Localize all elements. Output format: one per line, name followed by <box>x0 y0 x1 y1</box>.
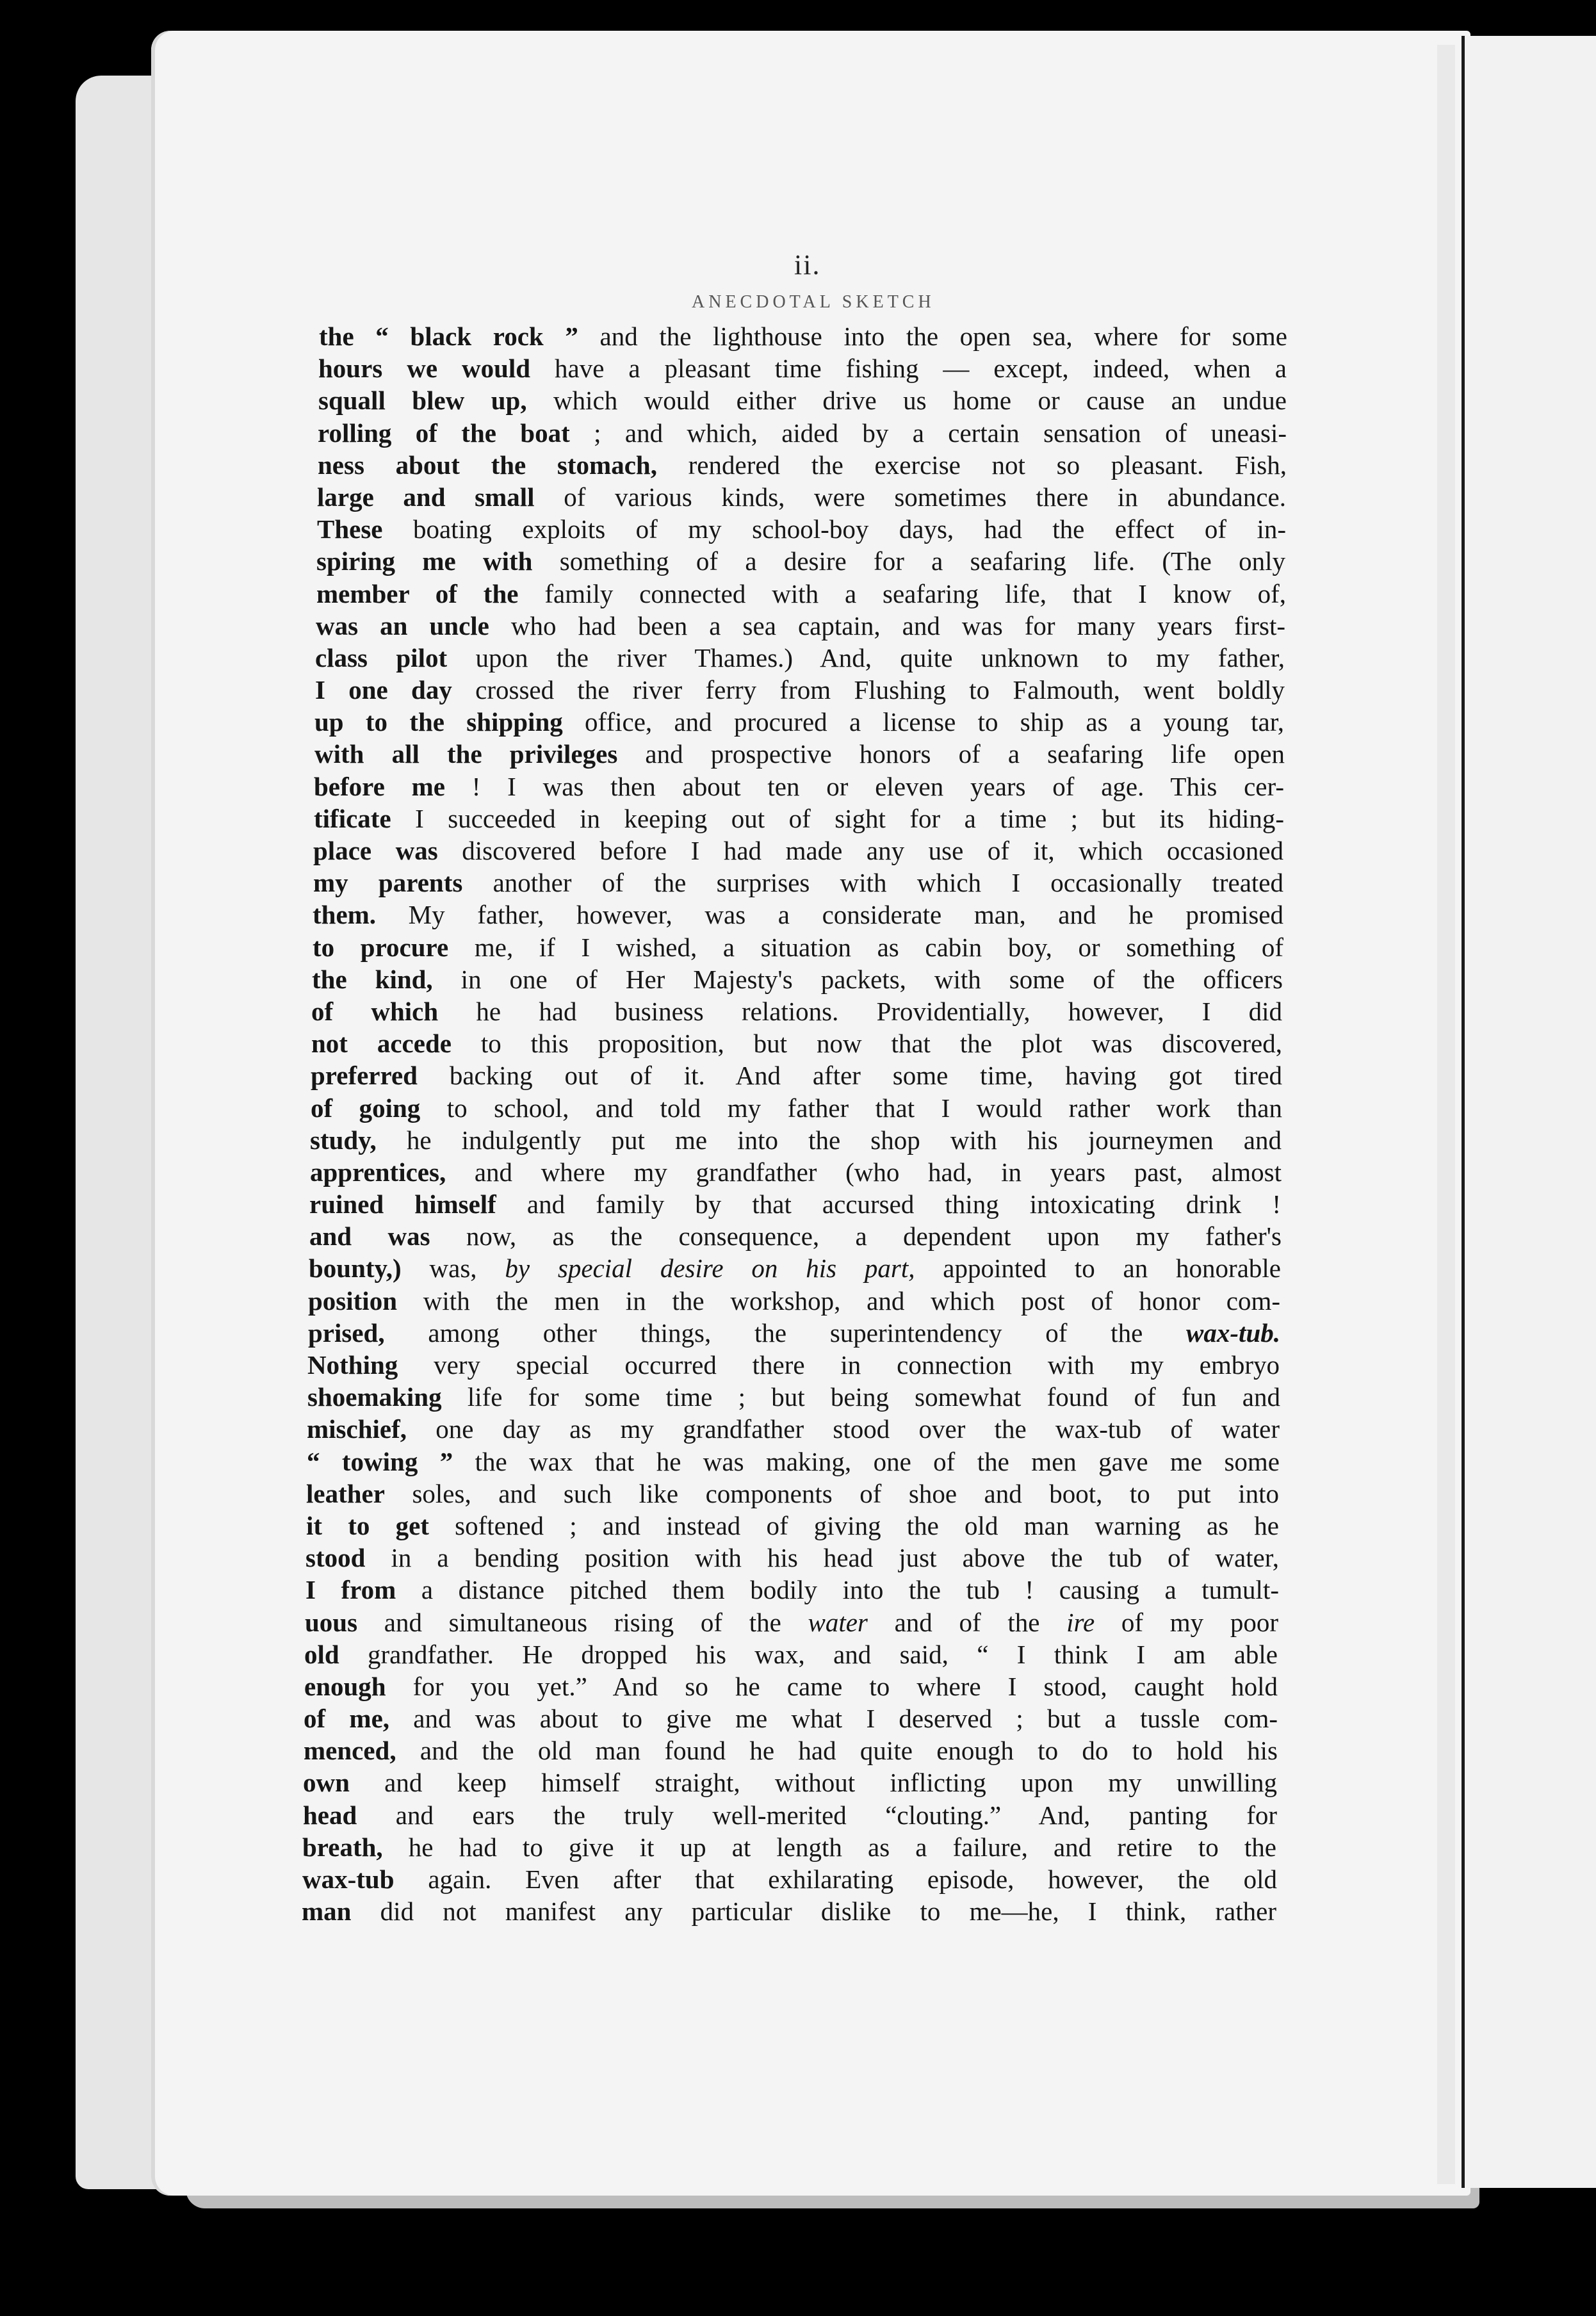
text-run: my parents <box>313 868 463 898</box>
text-line <box>316 578 1286 610</box>
text-run: old <box>304 1639 339 1669</box>
text-line <box>317 481 1286 513</box>
text-run: and was <box>309 1221 430 1252</box>
text-run: Nothing <box>307 1350 398 1380</box>
text-run: to school, and told my father that I would rather work than <box>420 1093 1282 1123</box>
text-run: one day as my grandfather stood over the wax-tub of water <box>407 1414 1280 1444</box>
text-line <box>318 417 1287 449</box>
page-number: ii. <box>794 249 821 281</box>
text-line <box>314 706 1284 738</box>
text-run: These <box>317 514 383 544</box>
text-run: he indulgently put me into the shop with his journeymen and <box>376 1125 1282 1155</box>
text-run: man <box>302 1896 352 1927</box>
text-line <box>302 1895 1276 1927</box>
text-run: and simultaneous rising of the <box>357 1607 808 1637</box>
text-run: of going <box>311 1093 421 1123</box>
text-run: have a pleasant time fishing — except, indeed, when a <box>530 354 1287 384</box>
text-run: hours we would <box>318 354 531 384</box>
text-line <box>302 1863 1277 1895</box>
text-run: breath, <box>302 1832 383 1862</box>
text-line <box>311 1027 1282 1059</box>
text-run: large and small <box>317 482 535 512</box>
text-run: squall blew up, <box>318 386 527 416</box>
text-run: again. Even after that exhilarating episode, however, the old <box>394 1864 1277 1894</box>
text-run: ness about the stomach, <box>318 450 657 480</box>
text-run: ire <box>1066 1607 1095 1637</box>
text-line <box>307 1413 1280 1445</box>
text-line <box>312 963 1283 995</box>
text-line <box>309 1252 1281 1284</box>
text-line <box>316 545 1285 577</box>
text-line <box>310 1124 1282 1156</box>
text-line <box>311 1092 1282 1124</box>
text-run: life for some time ; but being somewhat found of fun and <box>441 1382 1280 1412</box>
text-run: of me, <box>304 1704 390 1734</box>
text-line <box>316 610 1285 642</box>
text-line <box>310 1156 1282 1188</box>
text-run: and prospective honors of a seafaring life open <box>617 739 1285 769</box>
text-run: the kind, <box>312 964 433 994</box>
text-run: and keep himself straight, without inflicting upon my unwilling <box>349 1768 1277 1798</box>
text-run: which would either drive us home or cause an undue <box>526 386 1287 416</box>
text-run: tificate <box>314 803 391 833</box>
text-run: position <box>308 1285 397 1316</box>
text-line <box>307 1381 1280 1413</box>
text-run: appointed to an honorable <box>915 1253 1281 1284</box>
text-run: who had been a sea captain, and was for many years first- <box>489 610 1285 640</box>
text-run: and the old man found he had quite enough to do to hold his <box>396 1736 1278 1766</box>
text-run: of my poor <box>1095 1607 1278 1637</box>
text-run: very special occurred there in connection with my embryo <box>398 1350 1280 1380</box>
text-line <box>306 1510 1279 1542</box>
text-line <box>304 1638 1278 1670</box>
text-run: before me <box>314 771 445 801</box>
text-run: and was about to give me what I deserved ; but a tussle com- <box>389 1704 1278 1734</box>
text-run: did not manifest any particular dislike to me—he, I think, rather <box>351 1896 1276 1927</box>
text-run: in one of Her Majesty's packets, with some of the officers <box>432 964 1283 994</box>
text-line <box>304 1734 1278 1766</box>
text-run: I from <box>305 1575 396 1605</box>
text-run: ruined himself <box>309 1189 496 1219</box>
text-line <box>314 738 1285 770</box>
text-run: something of a desire for a seafaring life. (The only <box>532 546 1285 576</box>
text-run: office, and procured a license to ship as a young tar, <box>562 707 1284 737</box>
text-run: stood <box>305 1543 366 1573</box>
text-run: among other things, the superintendency of the <box>384 1317 1187 1348</box>
text-run: leather <box>306 1478 385 1508</box>
text-run: of which <box>311 996 439 1026</box>
text-line <box>308 1317 1280 1349</box>
text-run: was an uncle <box>316 610 489 640</box>
text-line <box>309 1220 1282 1252</box>
text-line <box>317 513 1286 545</box>
text-run: soles, and such like components of shoe and boot, to put into <box>384 1478 1279 1508</box>
text-run: own <box>303 1768 350 1798</box>
text-run: of various kinds, were sometimes there in abundance. <box>534 482 1286 512</box>
text-run: class pilot <box>315 642 448 673</box>
text-run: uous <box>305 1607 358 1637</box>
running-head: ANECDOTAL SKETCH <box>692 292 935 312</box>
text-run: now, as the consequence, a dependent upon my father's <box>430 1221 1282 1252</box>
text-run: to procure <box>313 932 449 962</box>
text-run: family connected with a seafaring life, that I know of, <box>518 578 1286 608</box>
text-run: wax-tub <box>302 1864 395 1894</box>
text-run: member of the <box>316 578 519 608</box>
text-line <box>304 1670 1278 1702</box>
text-line <box>315 642 1285 674</box>
text-run: not accede <box>311 1029 452 1059</box>
text-line <box>311 1059 1282 1091</box>
text-run: was, <box>401 1253 505 1284</box>
text-run: wax-tub. <box>1186 1317 1280 1348</box>
text-run: them. <box>313 900 377 930</box>
text-run: backing out of it. And after some time, having got tired <box>417 1061 1282 1091</box>
text-run: enough <box>304 1671 386 1701</box>
text-run: with the men in the workshop, and which post of honor com- <box>397 1285 1280 1316</box>
text-line <box>307 1446 1280 1478</box>
text-run: boating exploits of my school-boy days, had the effect of in- <box>382 514 1286 544</box>
text-run: discovered before I had made any use of it, which occasioned <box>437 836 1283 865</box>
text-run: crossed the river ferry from Flushing to Falmouth, went boldly <box>452 675 1285 705</box>
text-line <box>305 1574 1279 1606</box>
text-run: and ears the truly well-merited “clouting.” And, panting for <box>357 1800 1277 1830</box>
text-run: by special desire on his part, <box>505 1253 915 1284</box>
text-line <box>302 1831 1276 1863</box>
text-run: me, if I wished, a situation as cabin boy, or something of <box>448 932 1283 962</box>
text-run: bounty,) <box>309 1253 402 1284</box>
text-run: in a bending position with his head just above the tub of water, <box>365 1543 1279 1573</box>
text-run: mischief, <box>307 1414 407 1444</box>
text-line <box>313 899 1283 931</box>
text-line <box>305 1606 1278 1638</box>
text-run: and family by that accursed thing intoxicating drink ! <box>496 1189 1281 1219</box>
text-run: and of the <box>867 1607 1067 1637</box>
text-run: ! I was then about ten or eleven years of age. This cer- <box>444 771 1284 801</box>
text-run: spiring me with <box>316 546 533 576</box>
text-run: a distance pitched them bodily into the tub ! causing a tumult- <box>396 1575 1279 1605</box>
text-run: I succeeded in keeping out of sight for a time ; but its hiding- <box>391 803 1284 833</box>
text-run: place was <box>313 836 438 865</box>
text-run: prised, <box>308 1317 385 1348</box>
text-line <box>318 449 1287 481</box>
text-line <box>309 1188 1281 1220</box>
text-line <box>318 384 1287 416</box>
text-run: with all the privileges <box>314 739 618 769</box>
text-line <box>306 1478 1279 1510</box>
text-run: for you yet.” And so he came to where I stood, caught hold <box>386 1671 1278 1701</box>
text-run: shoemaking <box>307 1382 442 1412</box>
text-line <box>319 320 1287 352</box>
text-line <box>303 1766 1277 1798</box>
text-run: the “ black rock ” <box>319 322 578 351</box>
text-line <box>315 674 1285 706</box>
text-run: up to the shipping <box>314 707 563 737</box>
facing-page-gutter <box>1437 45 1455 2184</box>
text-line <box>304 1702 1278 1734</box>
text-run: and the lighthouse into the open sea, where for some <box>578 322 1287 351</box>
text-run: and where my grandfather (who had, in years past, almost <box>446 1157 1282 1187</box>
text-line <box>311 995 1282 1027</box>
text-run: he had to give it up at length as a failure, and retire to the <box>382 1832 1276 1862</box>
text-line <box>313 867 1283 899</box>
text-run: menced, <box>304 1736 396 1766</box>
text-line <box>313 931 1283 963</box>
text-line <box>318 352 1287 384</box>
text-run: “ towing ” <box>307 1446 453 1476</box>
text-run: upon the river Thames.) And, quite unknown to my father, <box>447 642 1285 673</box>
text-line <box>314 803 1284 835</box>
text-run: water <box>808 1607 868 1637</box>
text-run: another of the surprises with which I occasionally treated <box>462 868 1283 898</box>
text-run: apprentices, <box>310 1157 446 1187</box>
text-line <box>313 835 1283 867</box>
text-run: study, <box>310 1125 377 1155</box>
text-run: it to get <box>306 1510 429 1540</box>
text-line <box>303 1799 1277 1831</box>
body-text <box>302 320 1287 1927</box>
text-run: preferred <box>311 1061 418 1091</box>
text-line <box>308 1285 1280 1317</box>
text-run: ; and which, aided by a certain sensation of uneasi- <box>569 418 1287 448</box>
text-run: the wax that he was making, one of the men gave me some <box>453 1446 1280 1476</box>
text-run: to this proposition, but now that the plot was discovered, <box>451 1029 1282 1059</box>
text-run: rendered the exercise not so pleasant. Fish, <box>656 450 1287 480</box>
text-run: My father, however, was a considerate man, and he promised <box>376 900 1283 930</box>
text-line <box>307 1349 1280 1381</box>
text-run: rolling of the boat <box>318 418 570 448</box>
text-line <box>305 1542 1279 1574</box>
text-run: head <box>303 1800 357 1830</box>
text-run: he had business relations. Providentially, however, I did <box>438 996 1282 1026</box>
text-line <box>314 771 1284 803</box>
text-run: softened ; and instead of giving the old man warning as he <box>428 1510 1279 1540</box>
text-run: I one day <box>315 675 452 705</box>
facing-page-edge <box>1462 36 1596 2188</box>
text-run: grandfather. He dropped his wax, and said, “ I think I am able <box>339 1639 1278 1669</box>
